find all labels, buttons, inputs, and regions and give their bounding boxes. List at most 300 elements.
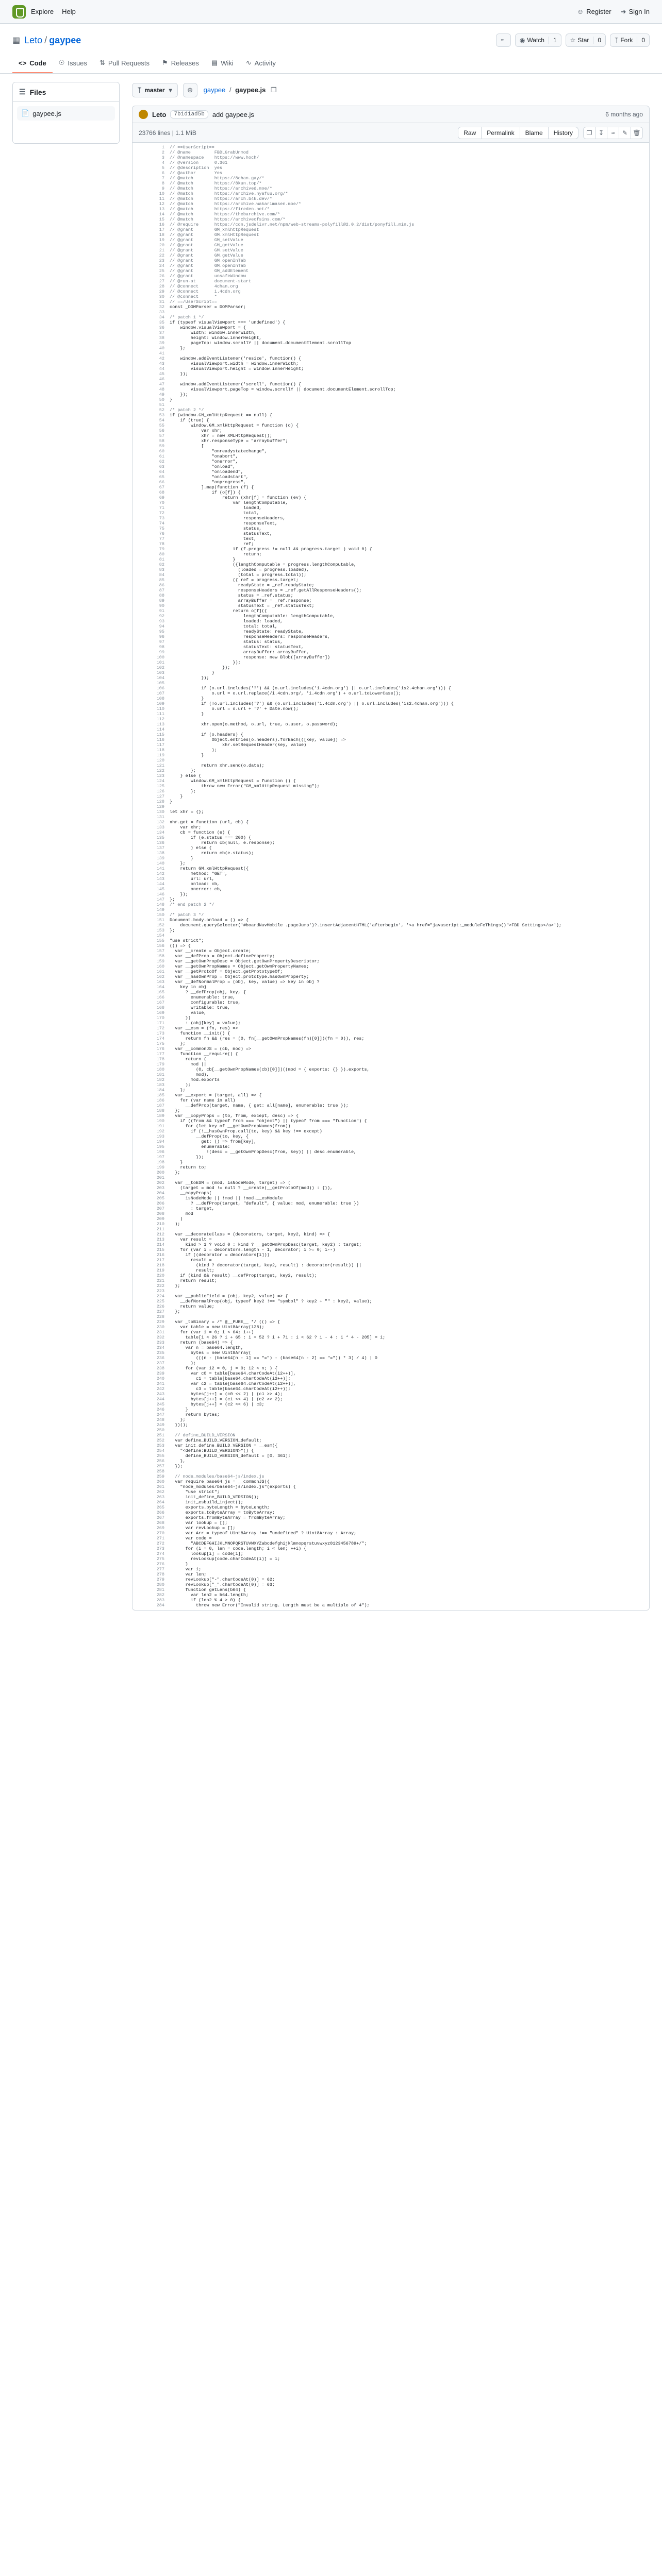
line-number[interactable]: 19 (159, 238, 164, 243)
line-number[interactable]: 198 (156, 1160, 164, 1165)
permalink-button[interactable]: Permalink (481, 127, 520, 139)
line-number[interactable]: 228 (156, 1314, 164, 1319)
line-number[interactable]: 169 (156, 1010, 164, 1015)
line-number[interactable]: 33 (159, 310, 164, 315)
line-number[interactable]: 161 (156, 969, 164, 974)
line-number[interactable]: 192 (156, 1129, 164, 1134)
line-number[interactable]: 143 (156, 876, 164, 882)
line-number[interactable]: 259 (156, 1474, 164, 1479)
line-number[interactable]: 45 (159, 371, 164, 377)
watch-button[interactable]: ◉ Watch 1 (515, 33, 561, 47)
line-number[interactable]: 249 (156, 1422, 164, 1428)
fork-button[interactable]: ᛉ Fork 0 (610, 33, 650, 47)
line-number[interactable]: 97 (159, 639, 164, 645)
line-number[interactable]: 130 (156, 809, 164, 815)
line-number[interactable]: 75 (159, 526, 164, 531)
line-number[interactable]: 210 (156, 1222, 164, 1227)
line-number[interactable]: 92 (159, 614, 164, 619)
line-number[interactable]: 138 (156, 851, 164, 856)
line-number[interactable]: 146 (156, 892, 164, 897)
line-number[interactable]: 262 (156, 1489, 164, 1495)
line-number[interactable]: 164 (156, 985, 164, 990)
line-number[interactable]: 10 (159, 191, 164, 196)
line-number[interactable]: 89 (159, 598, 164, 603)
line-number[interactable]: 239 (156, 1371, 164, 1376)
line-number[interactable]: 223 (156, 1289, 164, 1294)
line-number[interactable]: 65 (159, 474, 164, 480)
line-number[interactable]: 266 (156, 1510, 164, 1515)
rss-button[interactable] (496, 33, 511, 47)
line-number[interactable]: 18 (159, 232, 164, 238)
line-number[interactable]: 209 (156, 1216, 164, 1222)
line-number[interactable]: 283 (156, 1598, 164, 1603)
line-number[interactable]: 140 (156, 861, 164, 866)
line-number[interactable]: 2 (161, 150, 164, 155)
line-number[interactable]: 29 (159, 289, 164, 294)
line-number[interactable]: 63 (159, 464, 164, 469)
line-number[interactable]: 214 (156, 1242, 164, 1247)
line-number[interactable]: 245 (156, 1402, 164, 1407)
line-number[interactable]: 141 (156, 866, 164, 871)
line-number[interactable]: 149 (156, 907, 164, 912)
line-number[interactable]: 263 (156, 1495, 164, 1500)
line-number[interactable]: 94 (159, 624, 164, 629)
line-number[interactable]: 258 (156, 1469, 164, 1474)
line-number[interactable]: 158 (156, 954, 164, 959)
line-number[interactable]: 187 (156, 1103, 164, 1108)
line-number[interactable]: 36 (159, 325, 164, 330)
breadcrumb-repo[interactable]: gaypee (203, 86, 226, 94)
line-number[interactable]: 133 (156, 825, 164, 830)
line-number[interactable]: 273 (156, 1546, 164, 1551)
line-number[interactable]: 185 (156, 1093, 164, 1098)
line-number[interactable]: 188 (156, 1108, 164, 1113)
line-number[interactable]: 189 (156, 1113, 164, 1118)
line-number[interactable]: 159 (156, 959, 164, 964)
line-number[interactable]: 212 (156, 1232, 164, 1237)
line-number[interactable]: 16 (159, 222, 164, 227)
line-number[interactable]: 193 (156, 1134, 164, 1139)
line-number[interactable]: 108 (156, 696, 164, 701)
commit-author[interactable]: Leto (152, 110, 167, 118)
tab-activity[interactable]: ∿ Activity (245, 59, 276, 67)
tab-pull-requests[interactable]: ⇅ Pull Requests (99, 59, 150, 67)
line-number[interactable]: 167 (156, 1000, 164, 1005)
line-number[interactable]: 224 (156, 1294, 164, 1299)
line-number[interactable]: 113 (156, 722, 164, 727)
line-number[interactable]: 246 (156, 1407, 164, 1412)
line-number[interactable]: 134 (156, 830, 164, 835)
line-number[interactable]: 9 (161, 186, 164, 191)
line-number[interactable]: 225 (156, 1299, 164, 1304)
line-number[interactable]: 281 (156, 1587, 164, 1592)
line-number[interactable]: 5 (161, 165, 164, 171)
line-number[interactable]: 157 (156, 948, 164, 954)
raw-button[interactable]: Raw (458, 127, 482, 139)
line-number[interactable]: 277 (156, 1567, 164, 1572)
line-number[interactable]: 26 (159, 274, 164, 279)
line-number[interactable]: 202 (156, 1180, 164, 1185)
copy-path-icon[interactable]: ❐ (271, 86, 277, 94)
line-number[interactable]: 53 (159, 413, 164, 418)
line-number[interactable]: 37 (159, 330, 164, 335)
go-to-file-button[interactable] (183, 83, 197, 97)
line-number[interactable]: 61 (159, 454, 164, 459)
line-number[interactable]: 241 (156, 1381, 164, 1386)
line-number[interactable]: 123 (156, 773, 164, 778)
line-number[interactable]: 182 (156, 1077, 164, 1082)
line-number[interactable]: 128 (156, 799, 164, 804)
line-number[interactable]: 197 (156, 1155, 164, 1160)
line-number[interactable]: 54 (159, 418, 164, 423)
line-number[interactable]: 104 (156, 675, 164, 681)
line-number[interactable]: 230 (156, 1325, 164, 1330)
line-number[interactable]: 46 (159, 377, 164, 382)
line-number[interactable]: 142 (156, 871, 164, 876)
line-number[interactable]: 25 (159, 268, 164, 274)
line-number[interactable]: 179 (156, 1062, 164, 1067)
line-number[interactable]: 76 (159, 531, 164, 536)
avatar[interactable] (139, 110, 148, 119)
line-number[interactable]: 279 (156, 1577, 164, 1582)
line-number[interactable]: 176 (156, 1046, 164, 1052)
line-number[interactable]: 3 (161, 155, 164, 160)
line-number[interactable]: 163 (156, 979, 164, 985)
line-number[interactable]: 269 (156, 1526, 164, 1531)
line-number[interactable]: 278 (156, 1572, 164, 1577)
line-number[interactable]: 267 (156, 1515, 164, 1520)
line-number[interactable]: 173 (156, 1031, 164, 1036)
line-number[interactable]: 95 (159, 629, 164, 634)
line-number[interactable]: 80 (159, 552, 164, 557)
line-number[interactable]: 72 (159, 511, 164, 516)
line-number[interactable]: 194 (156, 1139, 164, 1144)
star-button[interactable]: ☆ Star 0 (566, 33, 606, 47)
line-number[interactable]: 32 (159, 304, 164, 310)
rss-file-icon[interactable]: ≈ (607, 127, 619, 139)
tab-issues[interactable]: ☉ Issues (58, 59, 87, 67)
line-number[interactable]: 109 (156, 701, 164, 706)
line-number[interactable]: 196 (156, 1149, 164, 1155)
line-number[interactable]: 69 (159, 495, 164, 500)
line-number[interactable]: 242 (156, 1386, 164, 1392)
line-number[interactable]: 43 (159, 361, 164, 366)
line-number[interactable]: 15 (159, 217, 164, 222)
line-number[interactable]: 99 (159, 650, 164, 655)
line-number[interactable]: 226 (156, 1304, 164, 1309)
line-number[interactable]: 50 (159, 397, 164, 402)
line-number[interactable]: 87 (159, 588, 164, 593)
line-number[interactable]: 17 (159, 227, 164, 232)
line-number[interactable]: 6 (161, 171, 164, 176)
line-number[interactable]: 271 (156, 1536, 164, 1541)
line-number[interactable]: 238 (156, 1366, 164, 1371)
commit-sha[interactable]: 7b1d1ad5b (170, 110, 208, 118)
line-number[interactable]: 219 (156, 1268, 164, 1273)
line-number[interactable]: 88 (159, 593, 164, 598)
line-number[interactable]: 227 (156, 1309, 164, 1314)
line-number[interactable]: 44 (159, 366, 164, 371)
line-number[interactable]: 42 (159, 356, 164, 361)
line-number[interactable]: 216 (156, 1252, 164, 1258)
line-number[interactable]: 204 (156, 1191, 164, 1196)
line-number[interactable]: 178 (156, 1057, 164, 1062)
line-number[interactable]: 152 (156, 923, 164, 928)
line-number[interactable]: 55 (159, 423, 164, 428)
line-number[interactable]: 58 (159, 438, 164, 444)
line-number[interactable]: 115 (156, 732, 164, 737)
line-number[interactable]: 11 (159, 196, 164, 201)
blame-button[interactable]: Blame (520, 127, 549, 139)
line-number[interactable]: 195 (156, 1144, 164, 1149)
line-number[interactable]: 168 (156, 1005, 164, 1010)
line-number[interactable]: 49 (159, 392, 164, 397)
line-number[interactable]: 118 (156, 748, 164, 753)
line-number[interactable]: 183 (156, 1082, 164, 1088)
line-number[interactable]: 105 (156, 681, 164, 686)
gitea-logo-icon[interactable] (12, 5, 26, 19)
line-number[interactable]: 120 (156, 758, 164, 763)
line-number[interactable]: 275 (156, 1556, 164, 1562)
line-number[interactable]: 62 (159, 459, 164, 464)
line-number[interactable]: 211 (156, 1227, 164, 1232)
line-number[interactable]: 59 (159, 444, 164, 449)
line-number[interactable]: 135 (156, 835, 164, 840)
branch-selector[interactable]: ᛉ master ▾ (132, 83, 178, 97)
line-number[interactable]: 8 (161, 181, 164, 186)
line-number[interactable]: 60 (159, 449, 164, 454)
line-number[interactable]: 101 (156, 660, 164, 665)
line-number[interactable]: 70 (159, 500, 164, 505)
line-number[interactable]: 233 (156, 1340, 164, 1345)
line-number[interactable]: 66 (159, 480, 164, 485)
line-number[interactable]: 57 (159, 433, 164, 438)
line-number[interactable]: 254 (156, 1448, 164, 1453)
line-number[interactable]: 252 (156, 1438, 164, 1443)
line-number[interactable]: 30 (159, 294, 164, 299)
line-number[interactable]: 139 (156, 856, 164, 861)
line-number[interactable]: 74 (159, 521, 164, 526)
line-number[interactable]: 131 (156, 815, 164, 820)
line-number[interactable]: 151 (156, 918, 164, 923)
line-number[interactable]: 274 (156, 1551, 164, 1556)
line-number[interactable]: 236 (156, 1355, 164, 1361)
line-number[interactable]: 114 (156, 727, 164, 732)
line-number[interactable]: 177 (156, 1052, 164, 1057)
line-number[interactable]: 217 (156, 1258, 164, 1263)
line-number[interactable]: 24 (159, 263, 164, 268)
line-number[interactable]: 84 (159, 572, 164, 578)
line-number[interactable]: 261 (156, 1484, 164, 1489)
line-number[interactable]: 127 (156, 794, 164, 799)
line-number[interactable]: 272 (156, 1541, 164, 1546)
line-number[interactable]: 144 (156, 882, 164, 887)
line-number[interactable]: 270 (156, 1531, 164, 1536)
line-number[interactable]: 154 (156, 933, 164, 938)
line-number[interactable]: 162 (156, 974, 164, 979)
line-number[interactable]: 237 (156, 1361, 164, 1366)
line-number[interactable]: 93 (159, 619, 164, 624)
line-number[interactable]: 64 (159, 469, 164, 474)
line-number[interactable]: 116 (156, 737, 164, 742)
line-number[interactable]: 98 (159, 645, 164, 650)
line-number[interactable]: 103 (156, 670, 164, 675)
line-number[interactable]: 174 (156, 1036, 164, 1041)
line-number[interactable]: 35 (159, 320, 164, 325)
line-number[interactable]: 21 (159, 248, 164, 253)
line-number[interactable]: 260 (156, 1479, 164, 1484)
line-number[interactable]: 81 (159, 557, 164, 562)
line-number[interactable]: 180 (156, 1067, 164, 1072)
line-number[interactable]: 222 (156, 1283, 164, 1289)
line-number[interactable]: 79 (159, 547, 164, 552)
line-number[interactable]: 91 (159, 608, 164, 614)
line-number[interactable]: 251 (156, 1433, 164, 1438)
line-number[interactable]: 51 (159, 402, 164, 408)
line-number[interactable]: 12 (159, 201, 164, 207)
line-number[interactable]: 28 (159, 284, 164, 289)
line-number[interactable]: 119 (156, 753, 164, 758)
line-number[interactable]: 67 (159, 485, 164, 490)
line-number[interactable]: 52 (159, 408, 164, 413)
line-number[interactable]: 126 (156, 789, 164, 794)
line-number[interactable]: 13 (159, 207, 164, 212)
line-number[interactable]: 137 (156, 845, 164, 851)
line-number[interactable]: 265 (156, 1505, 164, 1510)
line-number[interactable]: 165 (156, 990, 164, 995)
line-number[interactable]: 121 (156, 763, 164, 768)
line-number[interactable]: 7 (161, 176, 164, 181)
line-number[interactable]: 244 (156, 1397, 164, 1402)
line-number[interactable]: 234 (156, 1345, 164, 1350)
line-number[interactable]: 172 (156, 1026, 164, 1031)
line-number[interactable]: 199 (156, 1165, 164, 1170)
line-number[interactable]: 129 (156, 804, 164, 809)
line-number[interactable]: 186 (156, 1098, 164, 1103)
line-number[interactable]: 110 (156, 706, 164, 711)
line-number[interactable]: 147 (156, 897, 164, 902)
repo-owner-link[interactable]: Leto (24, 35, 43, 45)
line-number[interactable]: 166 (156, 995, 164, 1000)
line-number[interactable]: 200 (156, 1170, 164, 1175)
line-number[interactable]: 145 (156, 887, 164, 892)
line-number[interactable]: 229 (156, 1319, 164, 1325)
line-number[interactable]: 82 (159, 562, 164, 567)
line-number[interactable]: 112 (156, 717, 164, 722)
line-number[interactable]: 201 (156, 1175, 164, 1180)
line-number[interactable]: 170 (156, 1015, 164, 1021)
line-number[interactable]: 276 (156, 1562, 164, 1567)
line-number[interactable]: 73 (159, 516, 164, 521)
line-number[interactable]: 184 (156, 1088, 164, 1093)
line-number[interactable]: 71 (159, 505, 164, 511)
line-number[interactable]: 132 (156, 820, 164, 825)
line-number[interactable]: 243 (156, 1392, 164, 1397)
line-number[interactable]: 231 (156, 1330, 164, 1335)
line-number[interactable]: 232 (156, 1335, 164, 1340)
line-number[interactable]: 34 (159, 315, 164, 320)
line-number[interactable]: 257 (156, 1464, 164, 1469)
line-number[interactable]: 175 (156, 1041, 164, 1046)
line-number[interactable]: 153 (156, 928, 164, 933)
line-number[interactable]: 47 (159, 382, 164, 387)
tab-wiki[interactable]: ▤ Wiki (211, 59, 234, 67)
line-number[interactable]: 248 (156, 1417, 164, 1422)
nav-explore[interactable]: Explore (31, 8, 54, 15)
line-number[interactable]: 240 (156, 1376, 164, 1381)
line-number[interactable]: 203 (156, 1185, 164, 1191)
sidebar-toggle-icon[interactable]: ☰ (19, 88, 26, 96)
line-number[interactable]: 68 (159, 490, 164, 495)
line-number[interactable]: 106 (156, 686, 164, 691)
line-number[interactable]: 191 (156, 1124, 164, 1129)
line-number[interactable]: 155 (156, 938, 164, 943)
line-number[interactable]: 38 (159, 335, 164, 341)
line-number[interactable]: 23 (159, 258, 164, 263)
line-number[interactable]: 205 (156, 1196, 164, 1201)
line-number[interactable]: 264 (156, 1500, 164, 1505)
line-number[interactable]: 215 (156, 1247, 164, 1252)
line-number[interactable]: 221 (156, 1278, 164, 1283)
line-number[interactable]: 284 (156, 1603, 164, 1608)
download-icon[interactable]: ↧ (595, 127, 607, 139)
sidebar-file-item[interactable]: 📄 gaypee.js (17, 106, 115, 121)
line-number[interactable]: 256 (156, 1459, 164, 1464)
line-number[interactable]: 90 (159, 603, 164, 608)
line-number[interactable]: 77 (159, 536, 164, 541)
line-number[interactable]: 253 (156, 1443, 164, 1448)
line-number[interactable]: 100 (156, 655, 164, 660)
line-number[interactable]: 107 (156, 691, 164, 696)
line-number[interactable]: 48 (159, 387, 164, 392)
line-number[interactable]: 280 (156, 1582, 164, 1587)
commit-message[interactable]: add gaypee.js (212, 110, 254, 118)
line-number[interactable]: 218 (156, 1263, 164, 1268)
delete-icon[interactable]: 🗑 (631, 127, 643, 139)
line-number[interactable]: 220 (156, 1273, 164, 1278)
line-number[interactable]: 96 (159, 634, 164, 639)
line-number[interactable]: 213 (156, 1237, 164, 1242)
line-number[interactable]: 4 (161, 160, 164, 165)
line-number[interactable]: 102 (156, 665, 164, 670)
line-number[interactable]: 156 (156, 943, 164, 948)
line-number[interactable]: 171 (156, 1021, 164, 1026)
tab-releases[interactable]: ⚑ Releases (162, 59, 199, 67)
line-number[interactable]: 20 (159, 243, 164, 248)
line-number[interactable]: 31 (159, 299, 164, 304)
line-number[interactable]: 255 (156, 1453, 164, 1459)
line-number[interactable]: 14 (159, 212, 164, 217)
line-number[interactable]: 250 (156, 1428, 164, 1433)
line-number[interactable]: 136 (156, 840, 164, 845)
line-number[interactable]: 85 (159, 578, 164, 583)
tab-code[interactable]: <> Code (12, 55, 53, 73)
line-number[interactable]: 122 (156, 768, 164, 773)
line-number[interactable]: 39 (159, 341, 164, 346)
line-number[interactable]: 1 (161, 145, 164, 150)
line-number[interactable]: 208 (156, 1211, 164, 1216)
line-number[interactable]: 40 (159, 346, 164, 351)
line-number[interactable]: 148 (156, 902, 164, 907)
line-number[interactable]: 86 (159, 583, 164, 588)
line-number[interactable]: 27 (159, 279, 164, 284)
line-number[interactable]: 41 (159, 351, 164, 356)
line-number[interactable]: 117 (156, 742, 164, 748)
line-number[interactable]: 268 (156, 1520, 164, 1526)
line-number[interactable]: 56 (159, 428, 164, 433)
line-number[interactable]: 181 (156, 1072, 164, 1077)
line-number[interactable]: 22 (159, 253, 164, 258)
